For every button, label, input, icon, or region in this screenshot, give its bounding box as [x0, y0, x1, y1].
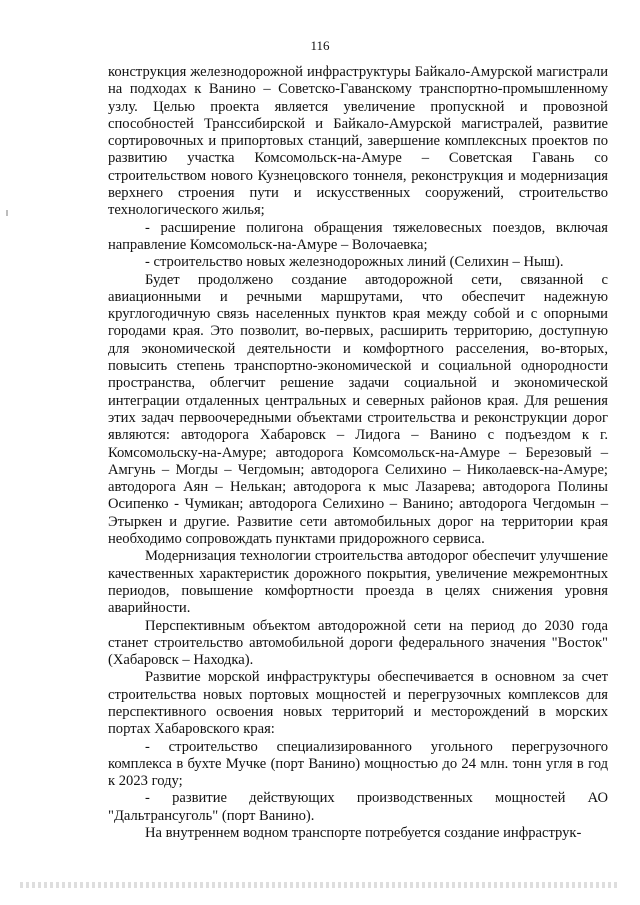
paragraph: конструкция железнодорожной инфраструктуры Байкало-Амурской магистрали на подходах к Ванино – Советско-Гаванскому транспортно-промышленному узлу. Целью проекта является увеличение пропускной и провозной способностей Транссибирской и Байкало-Амурской магистралей, развитие сортировочных и припортовых станций, завершение комплексных проектов по развитию участка Комсомольск-на-Амуре – Советская Гавань со строительством нового Кузнецовского тоннеля, реконструкция и модернизация верхнего строения пути и искусственных сооружений, строительство технологического жилья; [108, 64, 608, 219]
list-item: - развитие действующих производственных мощностей АО "Дальтрансуголь" (порт Ванино). [108, 790, 608, 824]
paragraph: Будет продолжено создание автодорожной сети, связанной с авиационными и речными маршрутами, что обеспечит надежную круглогодичную связь населенных пунктов края между собой и с опорными городами края. Это позволит, во-первых, расширить территорию, доступную для экономической деятельности и комфортного расселения, во-вторых, повысить степень транспортно-экономической и социальной однородности пространства, облегчит решение задачи социальной и экономической интеграции отдаленных центральных и северных районов края. Для решения этих задач первоочередными объектами строительства и реконструкции дорог являются: автодорога Хабаровск – Лидога – Ванино с подъездом к г. Комсомольску-на-Амуре; автодорога Комсомольск-на-Амуре – Березовый – Амгунь – Могды – Чегдомын; автодорога Селихино – Николаевск-на-Амуре; автодорога Аян – Нелькан; автодорога к мыс Лазарева; автодорога Полины Осипенко - Чумикан; автодорога Селихино – Ванино; автодорога Чегдомын – Этыркен и другие. Развитие сети автомобильных дорог на территории края необходимо сопровождать пунктами придорожного сервиса. [108, 271, 608, 548]
page-number: 116 [310, 38, 330, 53]
scan-margin-mark [6, 210, 8, 216]
paragraph: Развитие морской инфраструктуры обеспечивается в основном за счет строительства новых портовых мощностей и перегрузочных комплексов для перспективного освоения новых территорий и месторождений в морских портах Хабаровского края: [108, 669, 608, 738]
list-item: - строительство новых железнодорожных линий (Селихин – Ныш). [145, 254, 564, 271]
paragraph: На внутреннем водном транспорте потребуется создание инфраструк- [145, 825, 582, 842]
list-item: - расширение полигона обращения тяжеловесных поездов, включая направление Комсомольск-на-Амуре – Волочаевка; [108, 219, 608, 253]
paragraph: Перспективным объектом автодорожной сети на период до 2030 года станет строительство автомобильной дороги федерального значения "Восток" (Хабаровск – Находка). [108, 617, 608, 669]
scan-footer-noise [20, 882, 620, 888]
list-item: - строительство специализированного угольного перегрузочного комплекса в бухте Мучке (порт Ванино) мощностью до 24 млн. тонн угля в год к 2023 году; [108, 738, 608, 790]
body-text [108, 64, 608, 842]
paragraph: Модернизация технологии строительства автодорог обеспечит улучшение качественных характеристик дорожного покрытия, увеличение межремонтных периодов, повышение комфортности проезда в целях снижения уровня аварийности. [108, 548, 608, 617]
